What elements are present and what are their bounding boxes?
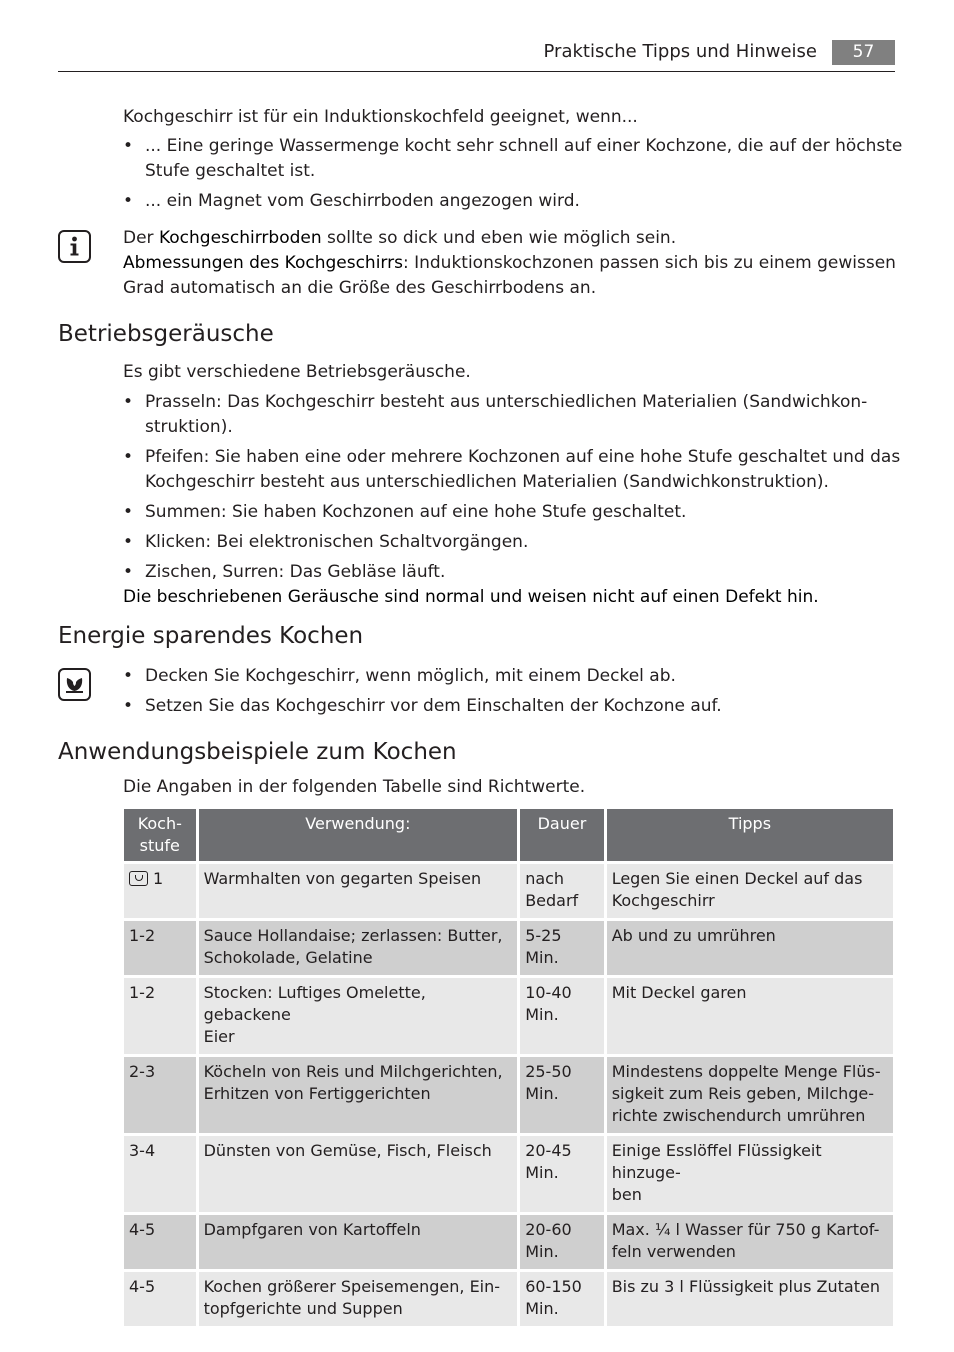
heading-examples: Anwendungsbeispiele zum Kochen xyxy=(58,739,457,765)
noise-intro: Es gibt verschiedene Betriebsgeräusche. xyxy=(123,362,471,382)
info-icon xyxy=(58,230,91,263)
cell-verwendung: Kochen größerer Speisemengen, Ein- topfgerichte und Suppen xyxy=(199,1272,518,1326)
noise-bullet-2: Pfeifen: Sie haben eine oder mehrere Kochzonen auf eine hohe Stufe geschaltet und das xyxy=(145,447,901,467)
col-header-stufe: Koch- stufe xyxy=(124,809,196,861)
bullet-dot: • xyxy=(123,392,134,412)
cell-tipps: Legen Sie einen Deckel auf das Kochgeschirr xyxy=(607,864,893,918)
energy-bullet-1: Decken Sie Kochgeschirr, wenn möglich, mit einem Deckel ab. xyxy=(145,666,676,686)
induction-bullet-1: ... Eine geringe Wassermenge kocht sehr schnell auf einer Kochzone, die auf der höchste xyxy=(145,136,903,156)
heading-energy: Energie sparendes Kochen xyxy=(58,623,364,649)
bullet-dot: • xyxy=(123,532,134,552)
cell-dauer: 10-40 Min. xyxy=(520,978,604,1054)
cell-tipps: Ab und zu umrühren xyxy=(607,921,893,975)
bullet-dot: • xyxy=(123,191,134,211)
col-header-tipps: Tipps xyxy=(607,809,893,861)
energy-bullet-2: Setzen Sie das Kochgeschirr vor dem Einschalten der Kochzone auf. xyxy=(145,696,722,716)
cell-stufe: 4-5 xyxy=(124,1272,196,1326)
cell-stufe: 1 xyxy=(124,864,196,918)
keep-warm-icon xyxy=(129,871,148,886)
cell-stufe: 1-2 xyxy=(124,921,196,975)
col-header-verwendung: Verwendung: xyxy=(199,809,518,861)
cell-dauer: 5-25 Min. xyxy=(520,921,604,975)
col-header-dauer: Dauer xyxy=(520,809,604,861)
eco-leaf-icon xyxy=(58,668,91,701)
table-header-row xyxy=(124,809,893,861)
bullet-dot: • xyxy=(123,562,134,582)
cell-dauer: 20-60 Min. xyxy=(520,1215,604,1269)
noise-conclusion: Die beschriebenen Geräusche sind normal und weisen nicht auf einen Defekt hin. xyxy=(123,587,819,607)
bullet-dot: • xyxy=(123,447,134,467)
noise-bullet-2-cont: Kochgeschirr besteht aus unterschiedlichen Materialien (Sandwichkonstruktion). xyxy=(145,472,829,492)
table-row xyxy=(124,1136,893,1212)
table-row xyxy=(124,1057,893,1133)
table-row xyxy=(124,1215,893,1269)
bullet-dot: • xyxy=(123,502,134,522)
cell-stufe: 1-2 xyxy=(124,978,196,1054)
cooking-table xyxy=(121,806,896,1329)
noise-bullet-4: Klicken: Bei elektronischen Schaltvorgängen. xyxy=(145,532,529,552)
table-row xyxy=(124,978,893,1054)
cell-tipps: Max. ¼ l Wasser für 750 g Kartof- feln verwenden xyxy=(607,1215,893,1269)
cell-tipps: Einige Esslöffel Flüssigkeit hinzuge- ben xyxy=(607,1136,893,1212)
cell-verwendung: Dünsten von Gemüse, Fisch, Fleisch xyxy=(199,1136,518,1212)
induction-bullet-2: ... ein Magnet vom Geschirrboden angezogen wird. xyxy=(145,191,580,211)
cell-tipps: Mit Deckel garen xyxy=(607,978,893,1054)
cell-tipps: Bis zu 3 l Flüssigkeit plus Zutaten xyxy=(607,1272,893,1326)
cell-dauer: 25-50 Min. xyxy=(520,1057,604,1133)
noise-bullet-5: Zischen, Surren: Das Gebläse läuft. xyxy=(145,562,446,582)
noise-bullet-1: Prasseln: Das Kochgeschirr besteht aus unterschiedlichen Materialien (Sandwichkon- xyxy=(145,392,868,412)
cell-dauer: 60-150 Min. xyxy=(520,1272,604,1326)
bullet-dot: • xyxy=(123,696,134,716)
table-row xyxy=(124,921,893,975)
cell-verwendung: Warmhalten von gegarten Speisen xyxy=(199,864,518,918)
noise-bullet-1-cont: struktion). xyxy=(145,417,233,437)
header-title: Praktische Tipps und Hinweise xyxy=(543,41,817,62)
cell-stufe: 4-5 xyxy=(124,1215,196,1269)
bullet-dot: • xyxy=(123,136,134,156)
examples-intro: Die Angaben in der folgenden Tabelle sind Richtwerte. xyxy=(123,777,586,797)
page-number: 57 xyxy=(832,40,895,65)
note-line-3: Grad automatisch an die Größe des Geschirrbodens an. xyxy=(123,278,597,298)
heading-noise: Betriebsgeräusche xyxy=(58,321,274,347)
note-line-2: Abmessungen des Kochgeschirrs: Induktionskochzonen passen sich bis zu einem gewissen xyxy=(123,253,896,273)
note-line-1: Der Kochgeschirrboden sollte so dick und eben wie möglich sein. xyxy=(123,228,677,248)
cell-tipps: Mindestens doppelte Menge Flüs- sigkeit zum Reis geben, Milchge- richte zwischendurch umrühren xyxy=(607,1057,893,1133)
cell-verwendung: Köcheln von Reis und Milchgerichten, Erhitzen von Fertiggerichten xyxy=(199,1057,518,1133)
induction-bullet-1-cont: Stufe geschaltet ist. xyxy=(145,161,316,181)
cell-stufe: 2-3 xyxy=(124,1057,196,1133)
induction-intro: Kochgeschirr ist für ein Induktionskochfeld geeignet, wenn... xyxy=(123,107,638,127)
table-row xyxy=(124,864,893,918)
cell-dauer: nach Bedarf xyxy=(520,864,604,918)
cell-stufe: 3-4 xyxy=(124,1136,196,1212)
noise-bullet-3: Summen: Sie haben Kochzonen auf eine hohe Stufe geschaltet. xyxy=(145,502,687,522)
cell-verwendung: Sauce Hollandaise; zerlassen: Butter, Schokolade, Gelatine xyxy=(199,921,518,975)
cell-verwendung: Dampfgaren von Kartoffeln xyxy=(199,1215,518,1269)
table-row xyxy=(124,1272,893,1326)
page-header xyxy=(58,38,895,72)
cell-verwendung: Stocken: Luftiges Omelette, gebackene Eier xyxy=(199,978,518,1054)
bullet-dot: • xyxy=(123,666,134,686)
cell-dauer: 20-45 Min. xyxy=(520,1136,604,1212)
